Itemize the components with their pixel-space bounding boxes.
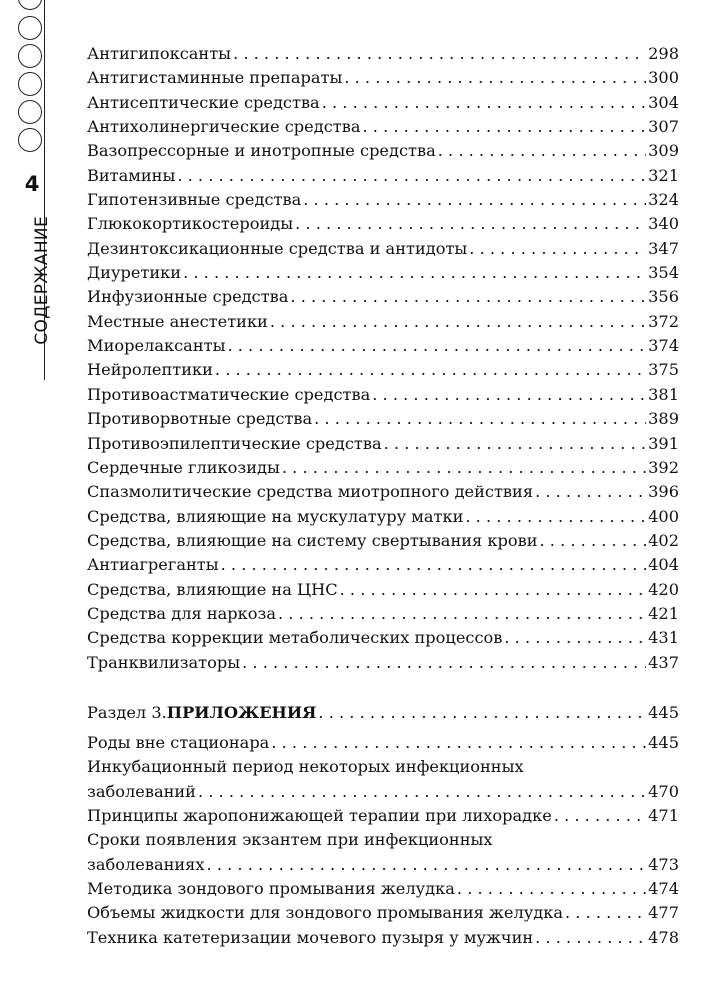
toc-entry[interactable] — [87, 139, 679, 163]
decor-circle — [18, 128, 42, 152]
toc-entry-title: Техника катетеризации мочевого пузыря у мужчин — [87, 927, 534, 947]
toc-entry-title: Антихолинергические средства — [87, 117, 361, 137]
toc-entry-page: 477 — [648, 903, 679, 923]
toc-entry-page: 372 — [648, 311, 679, 331]
toc-entry[interactable] — [87, 505, 679, 529]
dot-leader — [314, 407, 646, 431]
decor-circle — [18, 100, 42, 124]
toc-entry-title: Диуретики — [87, 263, 182, 283]
toc-entry[interactable] — [87, 602, 679, 626]
toc-entry[interactable] — [87, 407, 679, 431]
toc-entry-title: Гипотензивные средства — [87, 190, 302, 210]
decor-circle — [18, 72, 42, 96]
toc-entry[interactable] — [87, 877, 679, 901]
toc-entry[interactable] — [87, 188, 679, 212]
toc-entry[interactable] — [87, 480, 679, 504]
toc-entry[interactable] — [87, 91, 679, 115]
dot-leader — [535, 480, 646, 504]
toc-entry[interactable] — [87, 731, 679, 755]
dot-leader — [322, 91, 646, 115]
toc-entry-title: Принципы жаропонижающей терапии при лихорадке — [87, 805, 552, 825]
toc-entry[interactable] — [87, 115, 679, 139]
dot-leader — [183, 261, 646, 285]
toc-entry[interactable] — [87, 553, 679, 577]
toc-entry-title: Средства, влияющие на мускулатуру матки — [87, 506, 464, 526]
toc-entry[interactable] — [87, 334, 679, 358]
toc-entry-page: 309 — [648, 141, 679, 161]
toc-entry-page: 354 — [648, 263, 679, 283]
dot-leader — [565, 901, 646, 925]
toc-entry-page: 437 — [648, 652, 679, 672]
dot-leader — [540, 529, 647, 553]
dot-leader — [282, 456, 646, 480]
dot-leader — [270, 310, 646, 334]
toc-entry-title: Противоэпилептические средства — [87, 433, 382, 453]
dot-leader — [295, 212, 646, 236]
decor-circle — [18, 16, 42, 40]
toc-entry[interactable] — [87, 237, 679, 261]
toc-entry-page: 356 — [648, 287, 679, 307]
toc-entry-page: 300 — [648, 68, 679, 88]
toc-entry[interactable] — [87, 358, 679, 382]
dot-leader — [227, 334, 646, 358]
toc-entry-title: заболеваниях — [87, 854, 205, 874]
toc-entry-page: 420 — [648, 579, 679, 599]
toc-entry-page: 404 — [648, 555, 679, 575]
toc-entry-page: 374 — [648, 336, 679, 356]
toc-entry[interactable] — [87, 432, 679, 456]
decor-circle — [18, 44, 42, 68]
toc-entry-page: 402 — [648, 530, 679, 550]
toc-entry[interactable] — [87, 626, 679, 650]
toc-entry[interactable] — [87, 804, 679, 828]
dot-leader — [177, 164, 646, 188]
section-prefix: Раздел 3. — [87, 702, 167, 722]
dot-leader — [438, 139, 646, 163]
dot-leader — [207, 853, 647, 877]
section-page: 445 — [648, 702, 679, 722]
toc-entry-multiline[interactable] — [87, 755, 679, 804]
toc-entry[interactable] — [87, 901, 679, 925]
toc-entry-title: Средства, влияющие на систему свертывания крови — [87, 530, 538, 550]
toc-entry-title: Средства для наркоза — [87, 603, 276, 623]
toc-entry-title: Средства, влияющие на ЦНС — [87, 579, 338, 599]
toc-entry-title: заболеваний — [87, 781, 196, 801]
toc-entry-page: 431 — [648, 628, 679, 648]
toc-entry-title: Инфузионные средства — [87, 287, 289, 307]
toc-entry-title: Антиагреганты — [87, 555, 219, 575]
toc-entry-page: 478 — [648, 927, 679, 947]
toc-entry-page: 321 — [648, 165, 679, 185]
dot-leader — [278, 602, 646, 626]
dot-leader — [384, 432, 646, 456]
toc-entry-page: 375 — [648, 360, 679, 380]
toc-entry-title: Витамины — [87, 165, 176, 185]
dot-leader — [215, 358, 646, 382]
toc-entry-page: 304 — [648, 92, 679, 112]
dot-leader — [372, 383, 646, 407]
toc-entry[interactable] — [87, 66, 679, 90]
toc-entry[interactable] — [87, 529, 679, 553]
toc-entry-title: Противорвотные средства — [87, 409, 313, 429]
dot-leader — [469, 237, 646, 261]
toc-entry-title: Глюкокортикостероиды — [87, 214, 294, 234]
toc-entry-title: Антигистаминные препараты — [87, 68, 343, 88]
toc-entry[interactable] — [87, 383, 679, 407]
dot-leader — [290, 285, 646, 309]
toc-entry-page: 347 — [648, 238, 679, 258]
toc-entry[interactable] — [87, 456, 679, 480]
dot-leader — [233, 42, 646, 66]
toc-entry-title: Местные анестетики — [87, 311, 268, 331]
section-heading[interactable] — [87, 699, 679, 727]
dot-leader — [242, 651, 646, 675]
toc-entry-page: 445 — [648, 732, 679, 752]
dot-leader — [344, 66, 646, 90]
toc-entry-multiline[interactable] — [87, 828, 679, 877]
toc-entry-title-line: Сроки появления экзантем при инфекционных — [87, 830, 493, 850]
toc-entry-page: 396 — [648, 482, 679, 502]
toc-entry-page: 474 — [648, 879, 679, 898]
toc-entry-title-line: Инкубационный период некоторых инфекционных — [87, 757, 524, 777]
toc-entry-page: 381 — [648, 384, 679, 404]
toc-entry-page: 400 — [648, 506, 679, 526]
table-of-contents — [87, 42, 679, 950]
toc-entry[interactable] — [87, 651, 679, 675]
dot-leader — [271, 731, 646, 755]
toc-entry-title: Противоастматические средства — [87, 384, 371, 404]
toc-entry-title: Средства коррекции метаболических процессов — [87, 628, 503, 648]
toc-entry-title: Спазмолитические средства миотропного действия — [87, 482, 534, 502]
page-number: 4 — [24, 172, 40, 196]
toc-entry-page: 391 — [648, 433, 679, 453]
toc-entry-page: 340 — [648, 214, 679, 234]
toc-entry-title: Антисептические средства — [87, 92, 320, 112]
toc-entry[interactable] — [87, 42, 679, 66]
dot-leader — [465, 505, 646, 529]
toc-entry[interactable] — [87, 212, 679, 236]
toc-entry-title: Объемы жидкости для зондового промывания желудка — [87, 903, 563, 923]
toc-entry[interactable] — [87, 285, 679, 309]
decor-circle — [18, 0, 42, 10]
dot-leader — [221, 553, 646, 577]
dot-leader — [362, 115, 646, 139]
toc-entry-title: Вазопрессорные и инотропные средства — [87, 141, 436, 161]
toc-entry-title: Транквилизаторы — [87, 652, 241, 672]
toc-entry-title: Сердечные гликозиды — [87, 457, 280, 477]
toc-entry[interactable] — [87, 261, 679, 285]
toc-entry-page: 473 — [648, 854, 679, 874]
toc-entry-title: Миорелаксанты — [87, 336, 226, 356]
sidebar — [0, 0, 52, 400]
toc-entry-page: 392 — [648, 457, 679, 477]
toc-entry[interactable] — [87, 926, 679, 950]
toc-entry-page: 470 — [648, 781, 679, 801]
dot-leader — [198, 780, 646, 804]
dot-leader — [318, 699, 646, 727]
toc-entry-title: Дезинтоксикационные средства и антидоты — [87, 238, 468, 258]
toc-entry-title: Роды вне стационара — [87, 732, 270, 752]
section-title: ПРИЛОЖЕНИЯ — [166, 702, 317, 722]
toc-entry-page: 389 — [648, 409, 679, 429]
toc-entry-title: Методика зондового промывания желудка — [87, 879, 455, 898]
toc-entry[interactable] — [87, 164, 679, 188]
toc-entry-page: 421 — [648, 603, 679, 623]
dot-leader — [457, 877, 646, 901]
dot-leader — [340, 578, 646, 602]
toc-entry[interactable] — [87, 310, 679, 334]
toc-entry-page: 298 — [648, 44, 679, 63]
toc-entry-title: Нейролептики — [87, 360, 213, 380]
dot-leader — [554, 804, 646, 828]
dot-leader — [504, 626, 646, 650]
dot-leader — [535, 926, 646, 950]
toc-entry-page: 471 — [648, 805, 679, 825]
running-header: СОДЕРЖАНИЕ — [32, 216, 52, 345]
toc-entry-page: 324 — [648, 190, 679, 210]
toc-entry-title: Антигипоксанты — [87, 44, 232, 63]
toc-entry[interactable] — [87, 578, 679, 602]
dot-leader — [303, 188, 646, 212]
toc-entry-page: 307 — [648, 117, 679, 137]
